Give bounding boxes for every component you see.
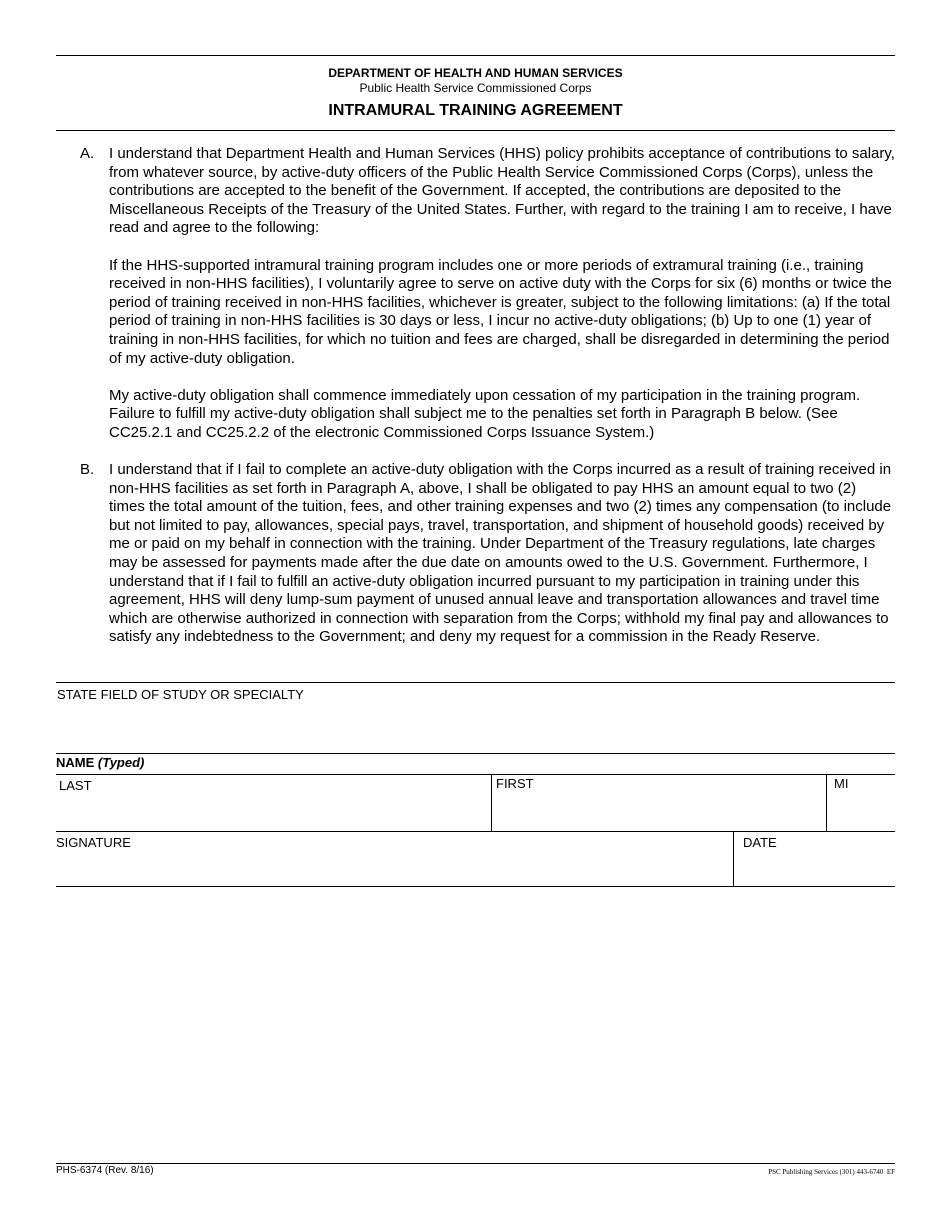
signature-label: SIGNATURE	[56, 835, 131, 850]
name-section-rule	[56, 753, 895, 754]
publisher-code: EF	[886, 1168, 895, 1176]
name-fields-top-rule	[56, 774, 895, 775]
signature-section-rule	[56, 831, 895, 832]
section-b-letter: B.	[80, 461, 95, 478]
corps-subheading: Public Health Service Commissioned Corps	[359, 81, 592, 95]
section-a-paragraph-3: My active-duty obligation shall commence immediately upon cessation of my participation in the training program. Failure to fulfill my active-duty obligation shall subject me to the penalties set forth in Paragraph B below. (See CC25.2.1 and CC25.2.2 of the electronic Commissioned Corps Issuance System.)	[109, 386, 861, 441]
signature-date-divider	[733, 831, 734, 886]
department-heading: DEPARTMENT OF HEALTH AND HUMAN SERVICES	[328, 66, 623, 80]
signature-input[interactable]	[56, 852, 731, 885]
name-heading-note: (Typed)	[97, 755, 145, 770]
date-label: DATE	[743, 835, 777, 850]
last-first-divider	[491, 774, 492, 831]
section-b	[109, 461, 895, 647]
first-name-label: FIRST	[496, 776, 534, 791]
last-name-input[interactable]	[56, 794, 488, 830]
section-a-letter: A.	[80, 145, 95, 162]
name-heading-label: NAME	[56, 755, 95, 770]
form-number: PHS-6374 (Rev. 8/16)	[56, 1165, 154, 1176]
section-a-paragraph-2: If the HHS-supported intramural training program includes one or more periods of extramural training (i.e., training received in non-HHS facilities), I voluntarily agree to serve on active duty with the Corps for six (6) months or twice the period of training received in non-HHS facilities, whichever is greater, subject to the following limitations: (a) If the total period of training in non-HHS facilities is 30 days or less, I incur no active-duty obligations; (b) Up to one (1) year of training in non-HHS facilities, for which no tuition and fees are charged, shall be disregarded in determining the period of my active-duty obligation.	[109, 256, 892, 367]
footer-rule	[56, 1163, 895, 1164]
name-heading	[56, 755, 144, 770]
date-input[interactable]	[735, 852, 894, 885]
section-a	[109, 145, 895, 443]
field-of-study-input[interactable]	[56, 704, 895, 750]
first-name-input[interactable]	[493, 794, 825, 830]
field-of-study-rule	[56, 682, 895, 683]
field-of-study-label: STATE FIELD OF STUDY OR SPECIALTY	[57, 687, 304, 702]
form-title: INTRAMURAL TRAINING AGREEMENT	[328, 102, 623, 119]
header-bottom-rule	[56, 130, 895, 131]
middle-initial-label: MI	[834, 776, 849, 791]
publisher-name: PSC Publishing Services (301) 443-6740	[768, 1168, 884, 1176]
section-a-paragraph-1: I understand that Department Health and Human Services (HHS) policy prohibits acceptance of contributions to salary, from whatever source, by active-duty officers of the Public Health Service Commissioned Corps (Corps), unless the contributions are accepted to the benefit of the Government. If accepted, the contributions are deposited to the Miscellaneous Receipts of the Treasury of the United States. Further, with regard to the training I am to receive, I have read and agree to the following:	[109, 145, 895, 237]
section-b-paragraph-1: I understand that if I fail to complete an active-duty obligation with the Corps incurred as a result of training received in non-HHS facilities as set forth in Paragraph A, above, I shall be obligated to pay HHS an amount equal to two (2) times the total amount of the tuition, fees, and other training expenses and two (2) times any compensation (to include but not limited to pay, allowances, special pays, travel, transportation, and shipment of household goods) received by me or paid on my behalf in connection with the training. Under Department of the Treasury regulations, late charges may be assessed for payments made after the due date on amounts owed to the U.S. Government. Furthermore, I understand that if I fail to fulfill an active-duty obligation incurred pursuant to my participation in training under this agreement, HHS will deny lump-sum payment of unused annual leave and transportation allowances and travel time which are otherwise authorized in connection with separation from the Corps; withhold my final pay and allowances to satisfy any indebtedness to the Government; and deny my request for a commission in the Ready Reserve.	[109, 461, 892, 646]
publisher-info	[768, 1168, 895, 1176]
last-name-label: LAST	[59, 778, 92, 793]
middle-initial-input[interactable]	[828, 794, 894, 830]
first-mi-divider	[826, 774, 827, 831]
signature-bottom-rule	[56, 886, 895, 887]
top-rule	[56, 55, 895, 56]
